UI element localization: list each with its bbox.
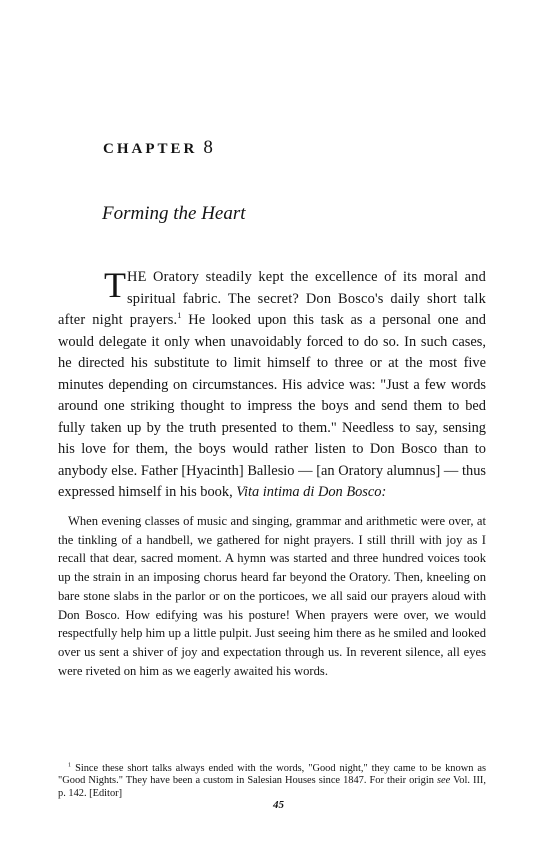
drop-cap: T: [104, 265, 126, 305]
page-number: 45: [273, 799, 284, 811]
chapter-label: CHAPTER: [103, 141, 198, 157]
footnote-reference: 1: [177, 310, 182, 321]
body-continuation: He looked upon this task as a personal one and would delegate it only when unavoidably forced to do so. In such cases, he directed his substitute to limit himself to three or at the most five minutes depending on circumstances. His advice was: "Just a few words around one striking thought to impress the boys and send them to bed fully taken up by the truth presented to them." Needless to say, sensing his love for them, the boys would rather listen to Don Bosco than to anybody else. Father [Hyacinth] Ballesio — [an Oratory alumnus] — thus expressed himself in his book,: [58, 312, 486, 500]
block-quote: When evening classes of music and singing, grammar and arithmetic were over, at the tinkling of a handbell, we gathered for night prayers. I still thrill with joy as I recall that dear, sacred moment. A hymn was started and three hundred voices took up the strain in an imposing chorus heard far beyond the Oratory. Then, kneeling on bare stone slabs in the parlor or on the porticoes, we all said our prayers aloud with Don Bosco. How edifying was his posture! When prayers were over, we would respectfully help him up a little pulpit. Just seeing him there as he smiled and looked over us sent a shiver of joy and expectation through us. In reverent silence, all eyes were riveted on him as we eagerly awaited his words.: [58, 514, 486, 678]
footnote: [58, 763, 486, 800]
footnote-see: see: [436, 775, 451, 787]
chapter-number: 8: [203, 137, 213, 158]
footnote-marker: 1: [68, 761, 72, 769]
body-paragraph: [58, 267, 486, 504]
book-title: Vita intima di Don Bosco:: [236, 484, 387, 500]
footnote-text-end: Vol. III, p. 142. [Editor]: [58, 775, 486, 799]
chapter-title: Forming the Heart: [102, 203, 246, 224]
body-opening: HE Oratory steadily kept the excellence of its moral and spiritual fabric. The secret? Don Bosco's daily short talk after night prayers.: [58, 269, 486, 328]
footnote-text-start: Since these short talks always ended with the words, "Good night," they came to be known as "Good Nights." They have been a custom in Salesian Houses since 1847. For their origin: [58, 763, 486, 787]
chapter-heading: [103, 137, 213, 159]
